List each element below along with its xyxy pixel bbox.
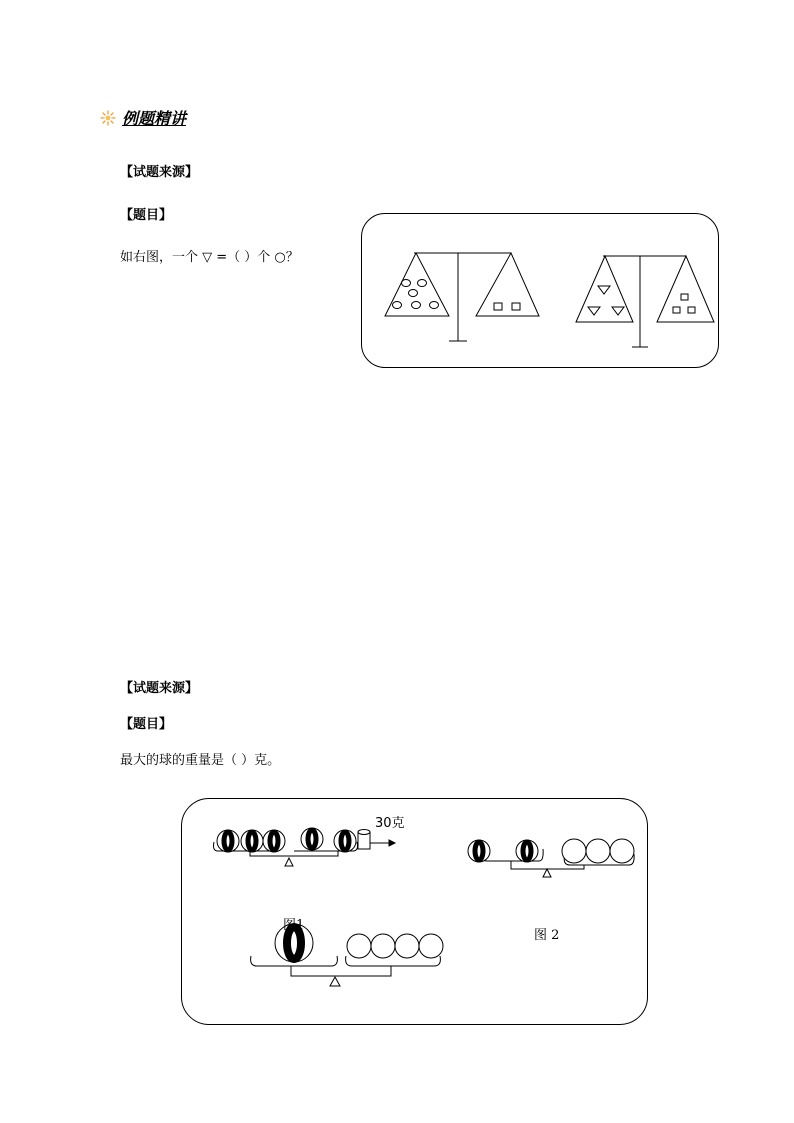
plain-ball-5 <box>371 934 395 958</box>
striped-ball-1 <box>217 830 239 852</box>
ball-figure-box <box>181 798 648 1025</box>
striped-ball-4 <box>301 828 323 850</box>
figure-2-label: 图 2 <box>534 928 560 943</box>
figure-3-scale <box>250 956 440 986</box>
striped-ball-6 <box>468 840 490 862</box>
weight-label: 30克 <box>375 816 405 831</box>
striped-ball-7 <box>516 840 538 862</box>
plain-ball-4 <box>347 934 371 958</box>
plain-ball-3 <box>610 839 634 863</box>
weight-cylinder <box>358 829 370 849</box>
plain-ball-7 <box>419 934 443 958</box>
section-title: 例题精讲 <box>122 109 187 128</box>
plain-ball-2 <box>586 839 610 863</box>
question-label-2: 【题目】 <box>120 717 173 732</box>
balance-figure-box <box>361 213 719 368</box>
question-label-1: 【题目】 <box>120 208 173 223</box>
striped-ball-5 <box>334 830 356 852</box>
balance-scale-2 <box>576 256 714 347</box>
balance-scale-1 <box>385 253 539 341</box>
source-label-1: 【试题来源】 <box>120 165 199 180</box>
striped-ball-2 <box>241 830 263 852</box>
source-label-2: 【试题来源】 <box>120 681 199 696</box>
plain-ball-1 <box>562 839 586 863</box>
figure-1-label: 图1 <box>283 918 305 933</box>
question-text-2: 最大的球的重量是（ ）克。 <box>120 753 281 768</box>
sun-icon <box>100 110 116 126</box>
plain-ball-6 <box>395 934 419 958</box>
striped-ball-3 <box>263 830 285 852</box>
question-text-1: 如右图，一个 ▽ =（ ）个 ○？ <box>120 250 299 265</box>
